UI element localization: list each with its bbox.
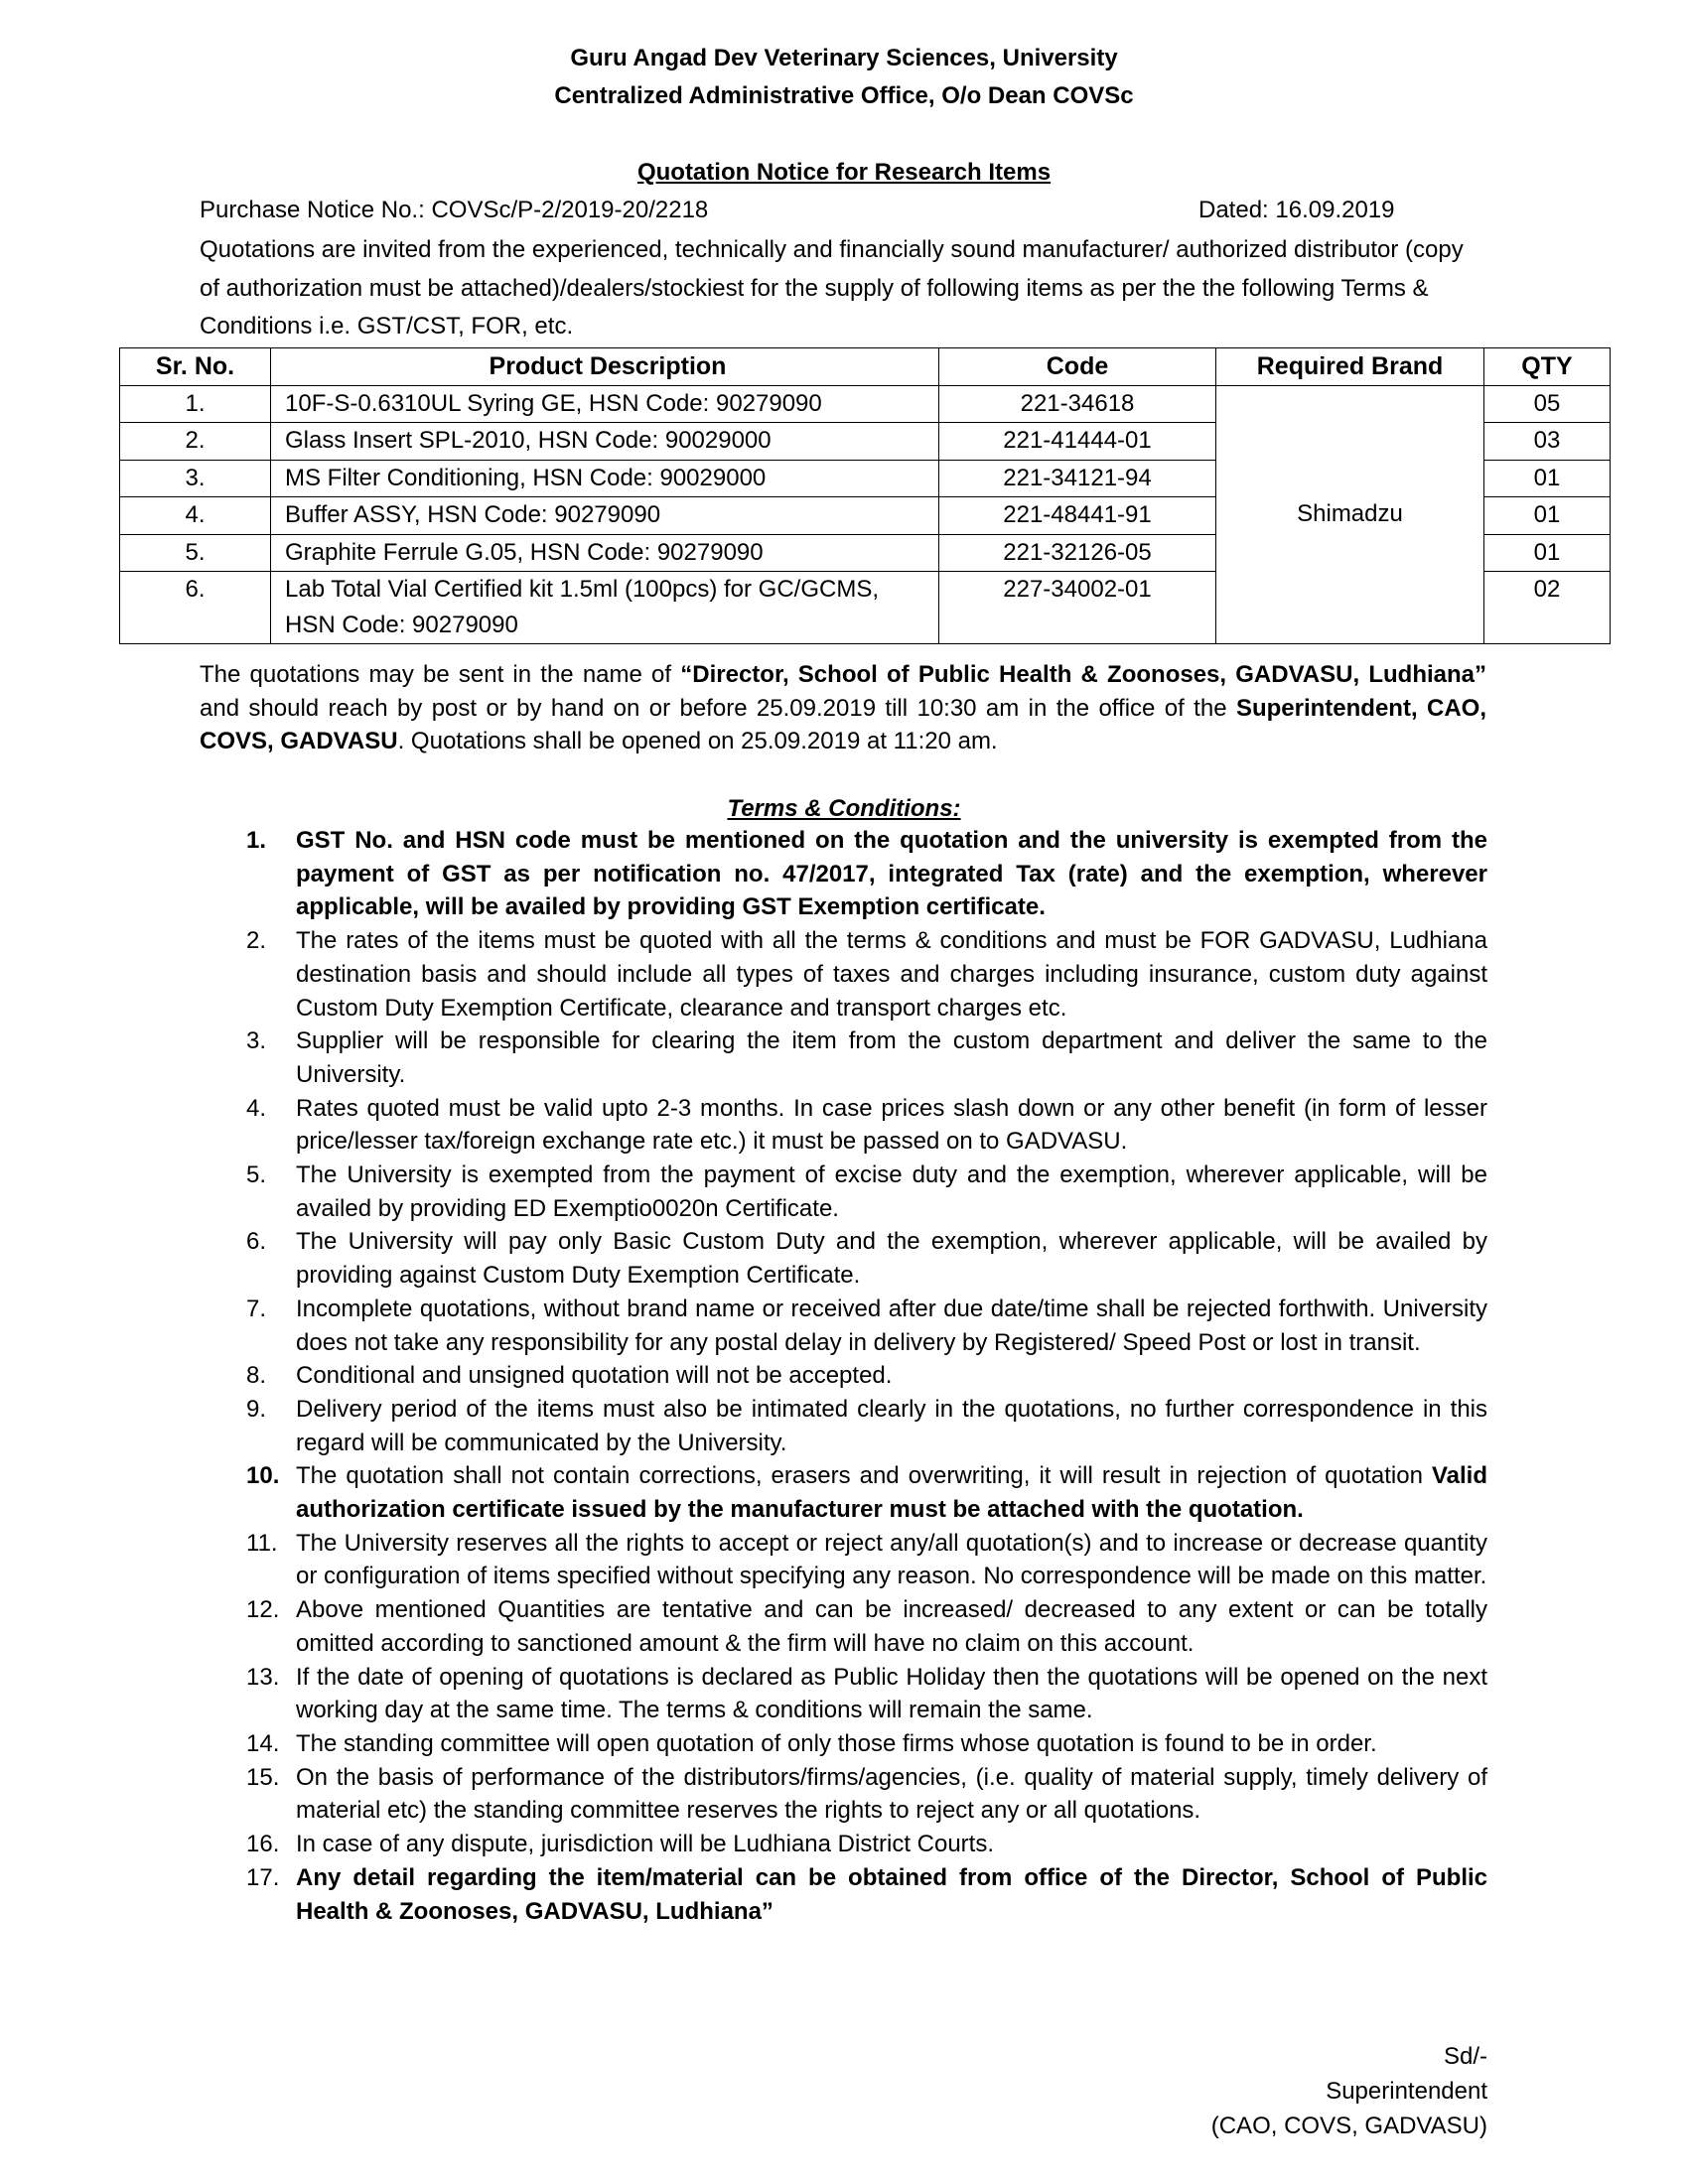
notice-title: Quotation Notice for Research Items: [636, 159, 1052, 186]
row-code: 227-34002-01: [939, 572, 1216, 644]
term-item: [246, 924, 1487, 1024]
row-qty: 01: [1484, 497, 1611, 535]
row-description: Glass Insert SPL-2010, HSN Code: 90029000: [271, 423, 939, 461]
term-text: Delivery period of the items must also be intimated clearly in the quotations, no further correspondence in this regard will be communicated by the University.: [296, 1395, 1487, 1456]
row-code: 221-34121-94: [939, 460, 1216, 497]
term-text: The University will pay only Basic Custom Duty and the exemption, wherever applicable, will be availed by providing against Custom Duty Exemption Certificate.: [296, 1228, 1487, 1290]
required-brand-cell: Shimadzu: [1216, 385, 1484, 644]
term-number: 11.: [246, 1529, 278, 1557]
signature-sd: Sd/-: [1443, 2043, 1487, 2070]
term-number: 12.: [246, 1596, 280, 1624]
row-sr-no: 5.: [120, 534, 271, 572]
term-number: 15.: [246, 1763, 280, 1791]
header-qty: QTY: [1484, 348, 1611, 386]
term-text: The University is exempted from the payment of excise duty and the exemption, wherever applicable, will be availed by providing ED Exemptio0020n Certificate.: [296, 1161, 1487, 1222]
row-code: 221-41444-01: [939, 423, 1216, 461]
items-table: [119, 347, 1611, 644]
row-description: 10F-S-0.6310UL Syring GE, HSN Code: 90279090: [271, 385, 939, 423]
term-text: Any detail regarding the item/material can be obtained from office of the Director, School of Public Health & Zoonoses, GADVASU, Ludhiana”: [296, 1863, 1487, 1925]
term-number: 6.: [246, 1228, 267, 1256]
term-text: Above mentioned Quantities are tentative and can be increased/ decreased to any extent or can be totally omitted according to sanctioned amount & the firm will have no claim on this account.: [296, 1596, 1487, 1657]
term-text: The quotation shall not contain corrections, erasers and overwriting, it will result in rejection of quotation: [296, 1462, 1423, 1490]
header-product-description: Product Description: [271, 348, 939, 386]
term-number: 13.: [246, 1663, 280, 1691]
term-item: [246, 1092, 1487, 1159]
table-row: [120, 385, 1611, 423]
term-number: 10.: [246, 1462, 280, 1490]
submission-text-1: The quotations may be sent in the name of: [200, 661, 681, 688]
term-item: [246, 1024, 1487, 1091]
term-item: [246, 1393, 1487, 1459]
term-item: [246, 1861, 1487, 1928]
row-qty: 01: [1484, 534, 1611, 572]
term-text: The rates of the items must be quoted with all the terms & conditions and must be FOR GADVASU, Ludhiana destination basis and should include all types of taxes and charges including insurance, custom duty against Custom Duty Exemption Certificate, clearance and transport charges etc.: [296, 927, 1487, 1022]
row-code: 221-34618: [939, 385, 1216, 423]
header-required-brand: Required Brand: [1216, 348, 1484, 386]
term-number: 1.: [246, 827, 267, 854]
term-text: If the date of opening of quotations is declared as Public Holiday then the quotations will be opened on the next working day at the same time. The terms & conditions will remain the same.: [296, 1663, 1487, 1724]
term-item: [246, 1359, 1487, 1393]
term-item: [246, 1828, 1487, 1861]
submission-text-3: . Quotations shall be opened on 25.09.2019 at 11:20 am.: [397, 728, 998, 754]
term-item: [246, 1593, 1487, 1660]
term-item: [246, 824, 1487, 924]
row-qty: 01: [1484, 460, 1611, 497]
term-item: [246, 1159, 1487, 1225]
intro-paragraph: Quotations are invited from the experienced, technically and financially sound manufacturer/ authorized distributor (copy of authorization must be attached)/dealers/stockiest for the supply of following items as per the the following Terms & Conditions i.e. GST/CST, FOR, etc.: [200, 236, 1464, 340]
row-description: Graphite Ferrule G.05, HSN Code: 90279090: [271, 534, 939, 572]
row-description: Lab Total Vial Certified kit 1.5ml (100pcs) for GC/GCMS, HSN Code: 90279090: [271, 572, 939, 644]
row-sr-no: 4.: [120, 497, 271, 535]
header-sr-no: Sr. No.: [120, 348, 271, 386]
university-name: Guru Angad Dev Veterinary Sciences, University: [570, 45, 1118, 71]
row-sr-no: 2.: [120, 423, 271, 461]
notice-date: Dated: 16.09.2019: [1198, 197, 1395, 223]
term-number: 2.: [246, 927, 267, 955]
terms-list: [246, 824, 1487, 1928]
term-item: [246, 1661, 1487, 1727]
row-sr-no: 6.: [120, 572, 271, 644]
term-item: [246, 1459, 1487, 1526]
term-text: Rates quoted must be valid upto 2-3 months. In case prices slash down or any other benefit (in form of lesser price/lesser tax/foreign exchange rate etc.) it must be passed on to GADVASU.: [296, 1094, 1487, 1156]
term-text: In case of any dispute, jurisdiction will be Ludhiana District Courts.: [296, 1831, 995, 1858]
header-code: Code: [939, 348, 1216, 386]
term-number: 14.: [246, 1729, 280, 1757]
row-sr-no: 1.: [120, 385, 271, 423]
row-qty: 03: [1484, 423, 1611, 461]
row-code: 221-32126-05: [939, 534, 1216, 572]
term-item: [246, 1293, 1487, 1359]
term-text: The standing committee will open quotation of only those firms whose quotation is found to be in order.: [296, 1729, 1377, 1757]
term-item: [246, 1727, 1487, 1761]
term-number: 8.: [246, 1362, 267, 1390]
term-item: [246, 1527, 1487, 1593]
submission-office: Superintendent, CAO, COVS, GADVASU: [200, 694, 1486, 754]
term-number: 9.: [246, 1395, 267, 1423]
signature-office: (CAO, COVS, GADVASU): [1210, 2113, 1487, 2139]
term-text: Incomplete quotations, without brand name or received after due date/time shall be rejected forthwith. University does not take any responsibility for any postal delay in delivery by Registered/ Speed Post or lost in transit.: [296, 1295, 1487, 1356]
row-qty: 02: [1484, 572, 1611, 644]
terms-title: Terms & Conditions:: [727, 795, 961, 822]
submission-text-2: and should reach by post or by hand on or before 25.09.2019 till 10:30 am in the office of the: [200, 694, 1236, 722]
term-item: [246, 1761, 1487, 1828]
term-number: 17.: [246, 1863, 280, 1891]
submission-paragraph: [200, 658, 1486, 758]
term-bold-text: Valid authorization certificate issued by the manufacturer must be attached with the quotation.: [296, 1462, 1487, 1524]
row-description: MS Filter Conditioning, HSN Code: 90029000: [271, 460, 939, 497]
term-item: [246, 1225, 1487, 1292]
term-number: 3.: [246, 1027, 267, 1055]
term-number: 5.: [246, 1161, 267, 1189]
submission-addressee: “Director, School of Public Health & Zoonoses, GADVASU, Ludhiana”: [680, 661, 1486, 688]
table-header-row: [120, 348, 1611, 386]
term-number: 16.: [246, 1831, 280, 1858]
term-text: GST No. and HSN code must be mentioned on the quotation and the university is exempted from the payment of GST as per notification no. 47/2017, integrated Tax (rate) and the exemption, wherever applicable, will be availed by providing GST Exemption certificate.: [296, 827, 1487, 921]
office-name: Centralized Administrative Office, O/o Dean COVSc: [554, 82, 1134, 109]
term-text: Conditional and unsigned quotation will not be accepted.: [296, 1362, 893, 1390]
row-description: Buffer ASSY, HSN Code: 90279090: [271, 497, 939, 535]
row-sr-no: 3.: [120, 460, 271, 497]
row-qty: 05: [1484, 385, 1611, 423]
term-number: 7.: [246, 1295, 267, 1322]
purchase-notice-number: Purchase Notice No.: COVSc/P-2/2019-20/2218: [200, 197, 709, 223]
term-text: The University reserves all the rights to accept or reject any/all quotation(s) and to increase or decrease quantity or configuration of items specified without specifying any reason. No correspondence will be made on this matter.: [296, 1529, 1487, 1590]
term-text: On the basis of performance of the distributors/firms/agencies, (i.e. quality of material supply, timely delivery of material etc) the standing committee reserves the rights to reject any or all quotations.: [296, 1763, 1487, 1825]
term-text: Supplier will be responsible for clearing the item from the custom department and deliver the same to the University.: [296, 1027, 1487, 1088]
signature-title: Superintendent: [1326, 2078, 1487, 2105]
row-code: 221-48441-91: [939, 497, 1216, 535]
term-number: 4.: [246, 1094, 267, 1122]
